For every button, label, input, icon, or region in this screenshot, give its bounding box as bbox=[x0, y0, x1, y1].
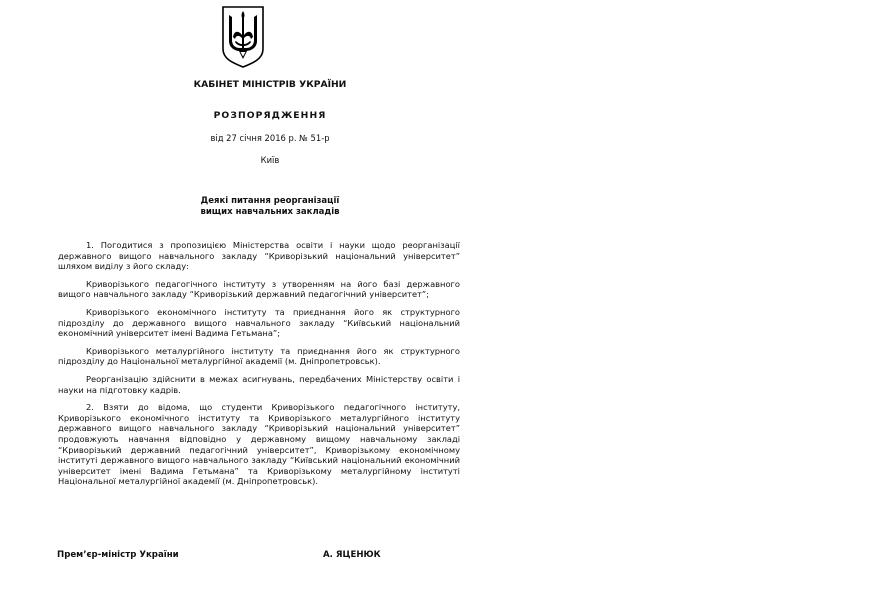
paragraph-1: 1. Погодитися з пропозицією Міністерства освіти і науки щодо реорганізації державного вищого навчального закладу “Криворізький національний університет” шляхом виділу з його складу: bbox=[58, 240, 460, 272]
paragraph-6: 2. Взяти до відома, що студенти Криворізького педагогічного інституту, Криворізького економічного інституту та Криворізького металургійного інституту державного вищого навчального закладу “Криворізький національний університет” продовжують навчання відповідно у державному вищому навчальному закладі “Криворізький державний педагогічний університет”, Криворізькому економічному інституті державного вищого навчального закладу “Київський національний економічний університет імені Вадима Гетьмана” та Криворізькому металургійному інституті Національної металургійної академії (м. Дніпропетровськ). bbox=[58, 402, 460, 487]
document-body bbox=[58, 240, 460, 494]
cabinet-heading: КАБІНЕТ МІНІСТРІВ УКРАЇНИ bbox=[193, 79, 347, 90]
paragraph-5: Реорганізацію здійснити в межах асигнувань, передбачених Міністерству освіти і науки на підготовку кадрів. bbox=[58, 373, 460, 395]
subject-line-1: Деякі питання реорганізації bbox=[200, 196, 340, 206]
document-subject bbox=[100, 196, 440, 218]
paragraph-2: Криворізького педагогічного інституту з утворенням на його базі державного вищого навчального закладу “Криворізький державний педагогічний університет”; bbox=[58, 278, 460, 300]
date-number: від 27 січня 2016 р. № 51-р bbox=[210, 133, 330, 143]
document-type-heading: РОЗПОРЯДЖЕННЯ bbox=[213, 110, 327, 121]
signatory-title: Прем’єр-міністр України bbox=[57, 550, 179, 560]
trident-coat-of-arms-icon bbox=[221, 5, 265, 69]
paragraph-4: Криворізького металургійного інституту та приєднання його як структурного підрозділу до Національної металургійної академії (м. Дніпропетровськ). bbox=[58, 345, 460, 367]
subject-line-2: вищих навчальних закладів bbox=[200, 207, 340, 217]
paragraph-3: Криворізького економічного інституту та приєднання його як структурного підрозділу до державного вищого навчального закладу “Київський національний економічний університет імені Вадима Гетьмана”; bbox=[58, 306, 460, 339]
city: Київ bbox=[260, 155, 280, 165]
signatory-name: А. ЯЦЕНЮК bbox=[323, 550, 381, 560]
